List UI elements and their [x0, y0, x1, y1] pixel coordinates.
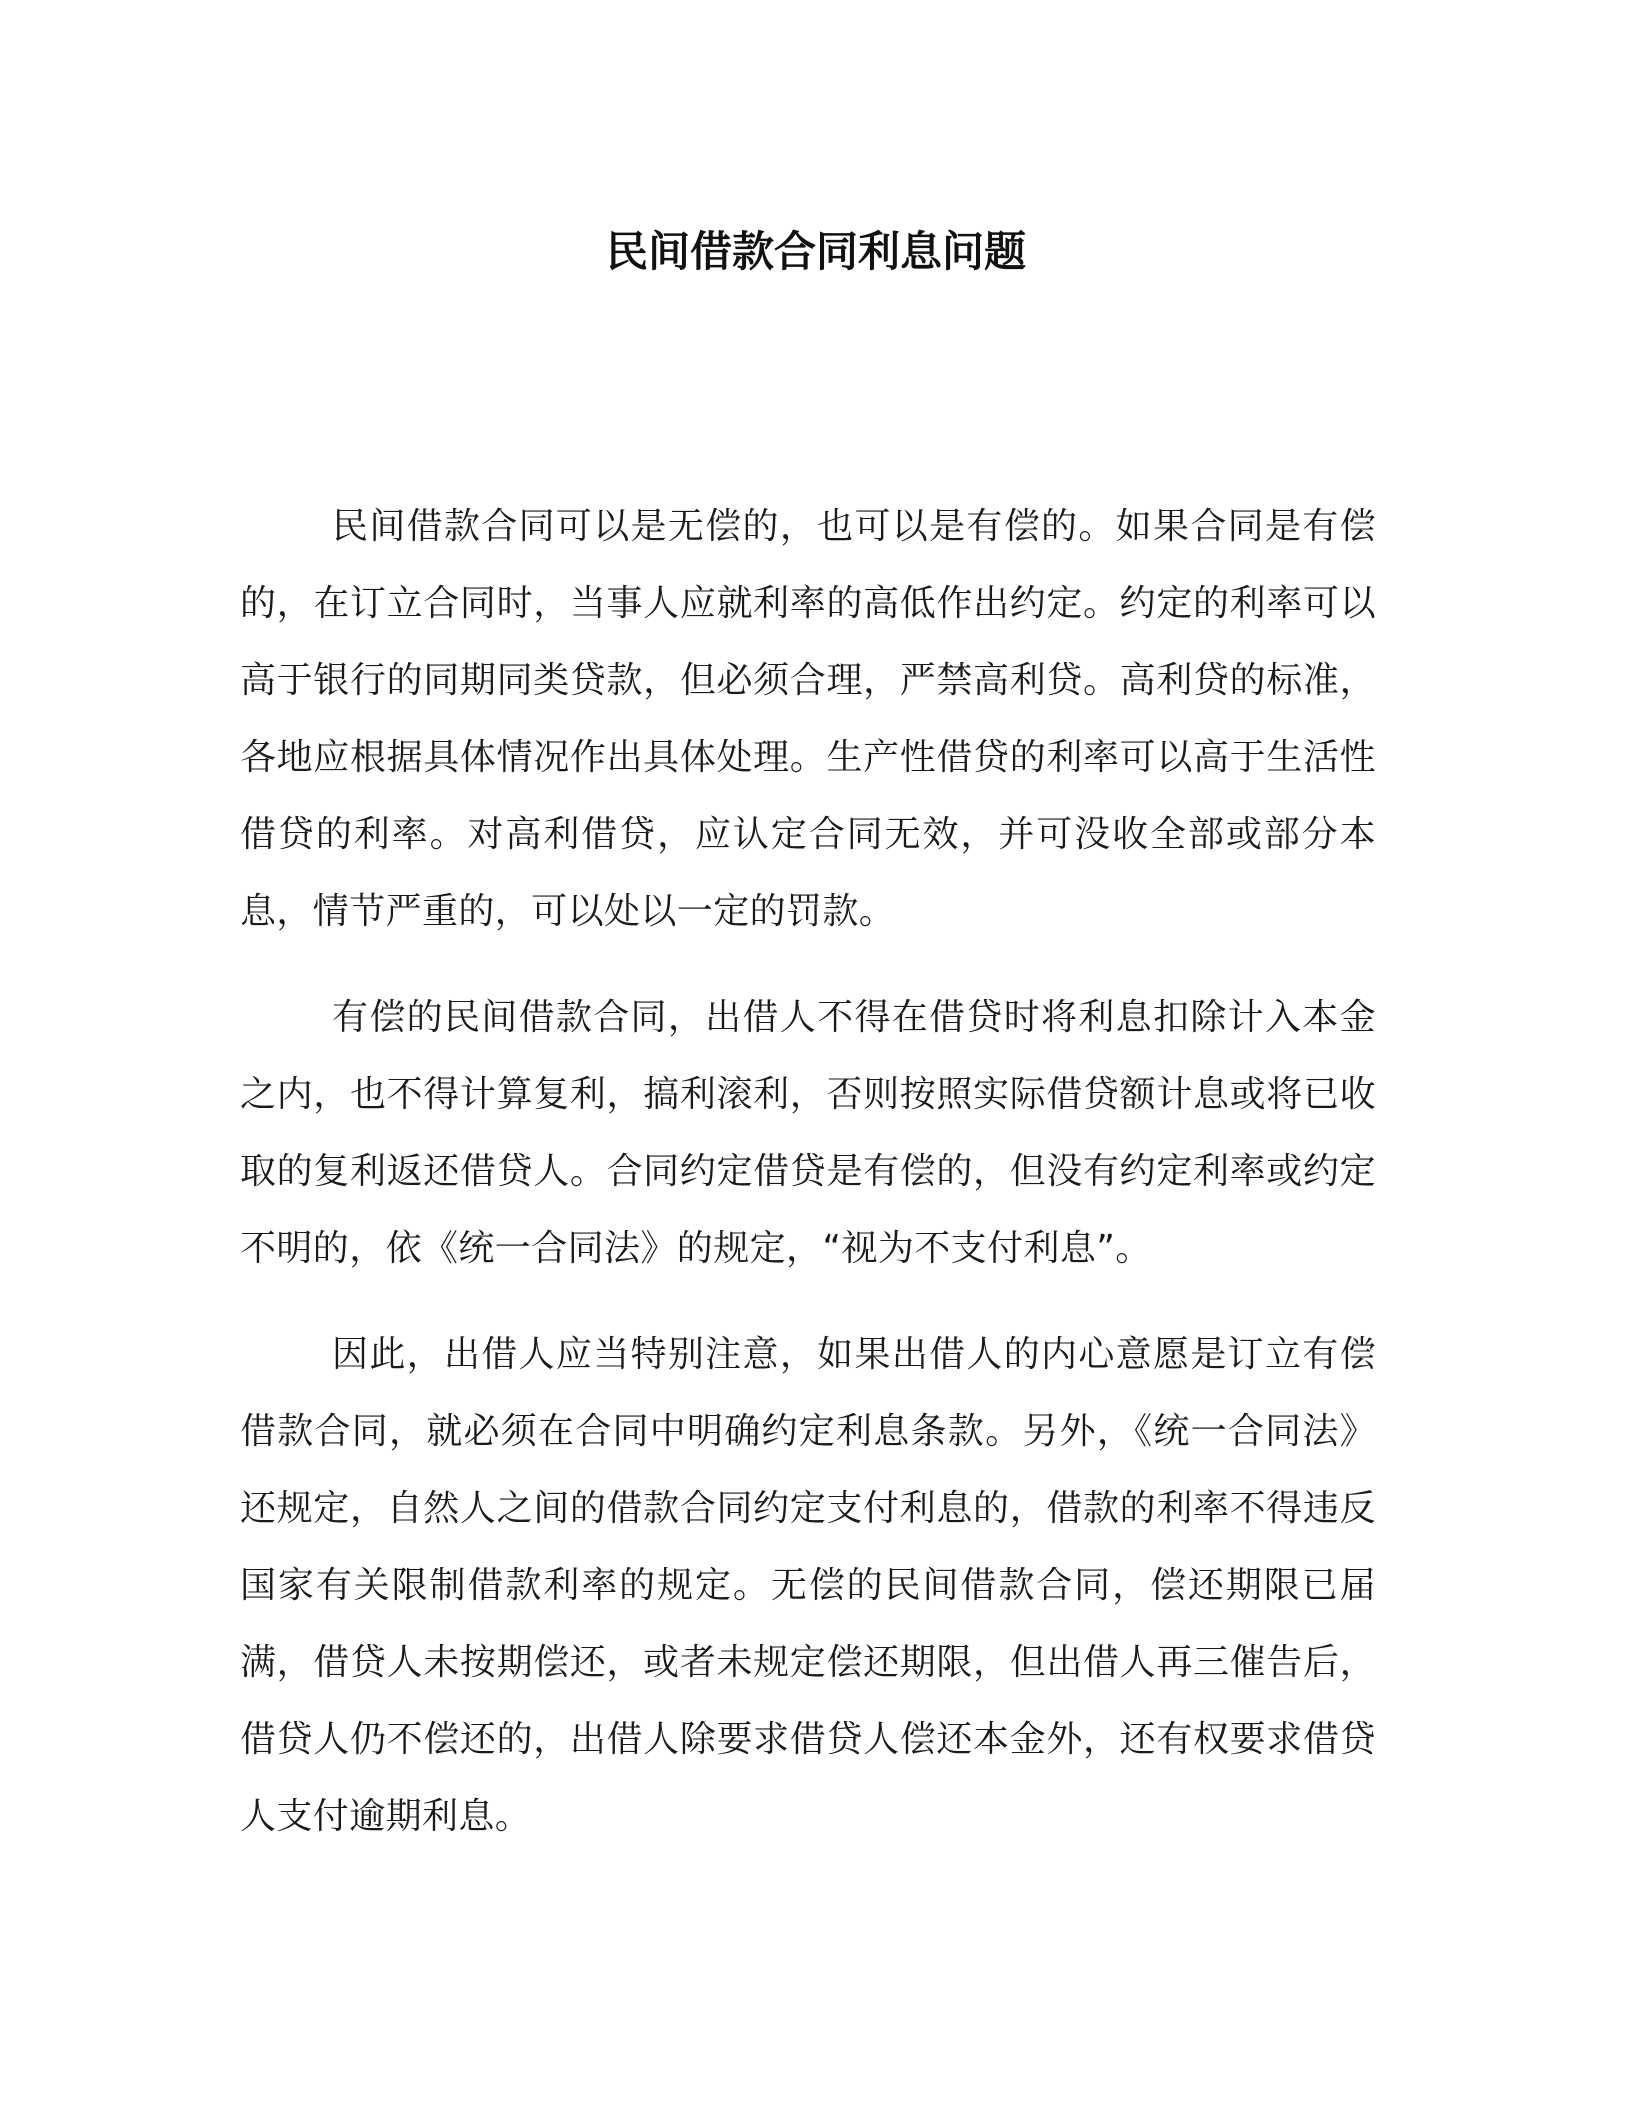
document-title: 民间借款合同利息问题 — [605, 227, 1026, 276]
document-body — [240, 488, 1376, 1884]
paragraph-3: 因此，出借人应当特别注意，如果出借人的内心意愿是订立有偿借款合同，就必须在合同中明确约定利息条款。另外，《统一合同法》还规定，自然人之间的借款合同约定支付利息的，借款的利率不得违反国家有关限制借款利率的规定。无偿的民间借款合同，偿还期限已届满，借贷人未按期偿还，或者未规定偿还期限，但出借人再三催告后，借贷人仍不偿还的，出借人除要求借贷人偿还本金外，还有权要求借贷人支付逾期利息。 — [240, 1334, 1376, 1837]
paragraph-1: 民间借款合同可以是无偿的，也可以是有偿的。如果合同是有偿的，在订立合同时，当事人应就利率的高低作出约定。约定的利率可以高于银行的同期同类贷款，但必须合理，严禁高利贷。高利贷的标准，各地应根据具体情况作出具体处理。生产性借贷的利率可以高于生活性借贷的利率。对高利借贷，应认定合同无效，并可没收全部或部分本息，情节严重的，可以处以一定的罚款。 — [240, 506, 1376, 932]
paragraph-2: 有偿的民间借款合同，出借人不得在借贷时将利息扣除计入本金之内，也不得计算复利，搞利滚利，否则按照实际借贷额计息或将已收取的复利返还借贷人。合同约定借贷是有偿的，但没有约定利率或约定不明的，依《统一合同法》的规定，“视为不支付利息”。 — [240, 997, 1376, 1269]
